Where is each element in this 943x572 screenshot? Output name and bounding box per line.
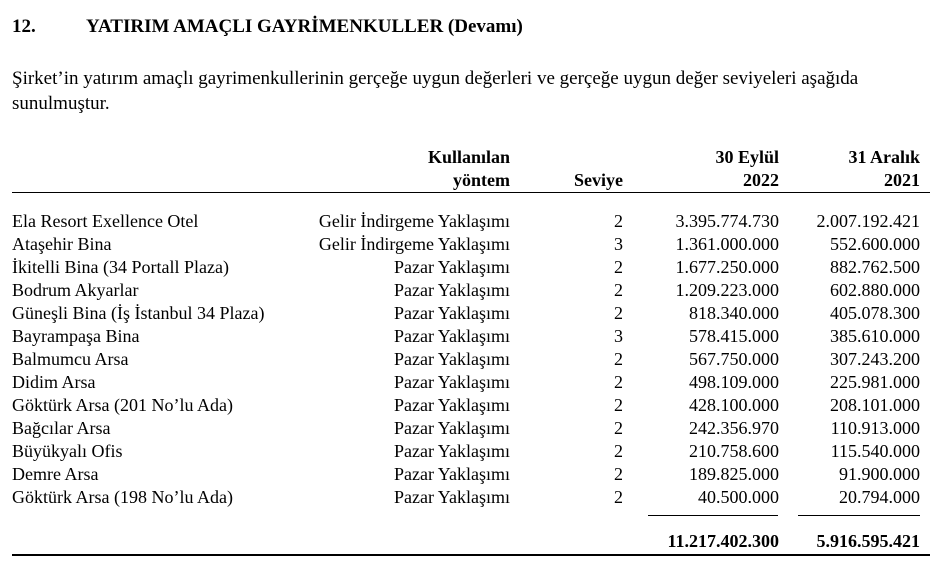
header-method — [428, 146, 510, 192]
table-row — [0, 210, 943, 233]
row-dec2021: 208.101.000 — [830, 395, 920, 415]
section-number: 12. — [12, 16, 36, 37]
table-row — [0, 486, 943, 509]
row-dec2021: 307.243.200 — [830, 349, 920, 369]
row-level: 2 — [614, 349, 623, 369]
row-name: Ela Resort Exellence Otel — [12, 211, 199, 231]
row-level: 2 — [614, 280, 623, 300]
row-name: Göktürk Arsa (201 No’lu Ada) — [12, 395, 233, 415]
header-dec2021-line1: 31 Aralık — [848, 147, 920, 167]
row-level: 2 — [614, 372, 623, 392]
row-name: Güneşli Bina (İş İstanbul 34 Plaza) — [12, 303, 265, 323]
row-sep2022: 578.415.000 — [689, 326, 779, 346]
row-name: Göktürk Arsa (198 No’lu Ada) — [12, 487, 233, 507]
subtotal-rule-dec2021 — [798, 515, 920, 516]
row-sep2022: 818.340.000 — [689, 303, 779, 323]
row-level: 2 — [614, 441, 623, 461]
row-method: Pazar Yaklaşımı — [394, 280, 510, 300]
row-sep2022: 567.750.000 — [689, 349, 779, 369]
header-dec2021-line2: 2021 — [884, 170, 920, 190]
table-row — [0, 302, 943, 325]
row-sep2022: 428.100.000 — [689, 395, 779, 415]
row-method: Gelir İndirgeme Yaklaşımı — [318, 211, 510, 231]
row-sep2022: 1.677.250.000 — [675, 257, 779, 277]
row-sep2022: 210.758.600 — [689, 441, 779, 461]
row-method: Pazar Yaklaşımı — [394, 326, 510, 346]
row-sep2022: 3.395.774.730 — [675, 211, 779, 231]
row-name: Demre Arsa — [12, 464, 99, 484]
row-level: 2 — [614, 303, 623, 323]
header-level: Seviye — [574, 170, 623, 190]
section-heading — [12, 16, 523, 38]
table-row — [0, 394, 943, 417]
row-name: Balmumcu Arsa — [12, 349, 129, 369]
table-row — [0, 325, 943, 348]
row-method: Pazar Yaklaşımı — [394, 349, 510, 369]
table-row — [0, 440, 943, 463]
row-dec2021: 552.600.000 — [830, 234, 920, 254]
row-sep2022: 40.500.000 — [698, 487, 779, 507]
row-level: 3 — [614, 234, 623, 254]
bottom-rule — [12, 554, 930, 556]
row-level: 2 — [614, 464, 623, 484]
table-row — [0, 233, 943, 256]
table-row — [0, 417, 943, 440]
intro-paragraph: Şirket’in yatırım amaçlı gayrimenkullerinin gerçeğe uygun değerleri ve gerçeğe uygun değer seviyeleri aşağıda sunulmuştur. — [12, 68, 859, 114]
row-name: Bayrampaşa Bina — [12, 326, 140, 346]
row-method: Pazar Yaklaşımı — [394, 303, 510, 323]
row-dec2021: 2.007.192.421 — [816, 211, 920, 231]
row-name: Bağcılar Arsa — [12, 418, 111, 438]
row-method: Pazar Yaklaşımı — [394, 395, 510, 415]
row-level: 2 — [614, 487, 623, 507]
row-method: Pazar Yaklaşımı — [394, 441, 510, 461]
header-sep2022 — [715, 146, 779, 192]
row-dec2021: 385.610.000 — [830, 326, 920, 346]
header-sep2022-line1: 30 Eylül — [715, 147, 779, 167]
header-dec2021 — [848, 146, 920, 192]
table-row — [0, 348, 943, 371]
row-level: 2 — [614, 418, 623, 438]
header-sep2022-line2: 2022 — [743, 170, 779, 190]
row-dec2021: 110.913.000 — [830, 418, 920, 438]
row-dec2021: 405.078.300 — [830, 303, 920, 323]
row-method: Pazar Yaklaşımı — [394, 418, 510, 438]
row-level: 2 — [614, 257, 623, 277]
row-name: Bodrum Akyarlar — [12, 280, 139, 300]
row-level: 2 — [614, 395, 623, 415]
section-title: YATIRIM AMAÇLI GAYRİMENKULLER (Devamı) — [86, 16, 523, 37]
row-sep2022: 189.825.000 — [689, 464, 779, 484]
row-dec2021: 115.540.000 — [830, 441, 920, 461]
row-level: 3 — [614, 326, 623, 346]
row-method: Pazar Yaklaşımı — [394, 464, 510, 484]
header-method-line1: Kullanılan — [427, 147, 510, 167]
table-row — [0, 256, 943, 279]
row-dec2021: 882.762.500 — [830, 257, 920, 277]
header-method-line2: yöntem — [453, 170, 510, 190]
row-method: Pazar Yaklaşımı — [394, 487, 510, 507]
row-level: 2 — [614, 211, 623, 231]
row-dec2021: 20.794.000 — [839, 487, 920, 507]
row-name: İkitelli Bina (34 Portall Plaza) — [12, 257, 229, 277]
row-dec2021: 91.900.000 — [839, 464, 920, 484]
row-dec2021: 602.880.000 — [830, 280, 920, 300]
row-method: Gelir İndirgeme Yaklaşımı — [318, 234, 510, 254]
row-name: Ataşehir Bina — [12, 234, 112, 254]
total-sep2022: 11.217.402.300 — [667, 531, 779, 551]
row-sep2022: 1.361.000.000 — [675, 234, 779, 254]
row-sep2022: 498.109.000 — [689, 372, 779, 392]
total-dec2021: 5.916.595.421 — [816, 531, 920, 551]
row-sep2022: 1.209.223.000 — [675, 280, 779, 300]
header-rule — [12, 192, 930, 193]
row-dec2021: 225.981.000 — [830, 372, 920, 392]
row-method: Pazar Yaklaşımı — [394, 257, 510, 277]
subtotal-rule-sep2022 — [648, 515, 778, 516]
table-row — [0, 279, 943, 302]
row-sep2022: 242.356.970 — [689, 418, 779, 438]
row-name: Didim Arsa — [12, 372, 96, 392]
row-method: Pazar Yaklaşımı — [394, 372, 510, 392]
table-row — [0, 463, 943, 486]
table-row — [0, 371, 943, 394]
row-name: Büyükyalı Ofis — [12, 441, 123, 461]
